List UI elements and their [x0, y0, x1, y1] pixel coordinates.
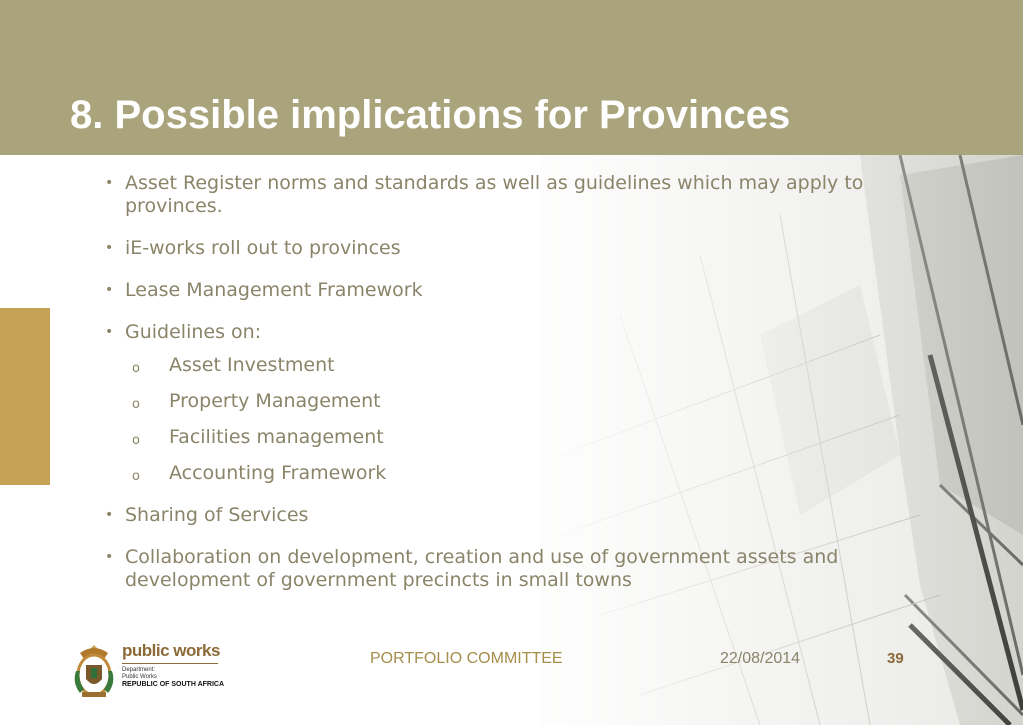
sub-bullet-item [100, 426, 920, 449]
logo-department-name: Public Works [122, 674, 157, 680]
coat-of-arms-icon [70, 641, 118, 699]
bullet-text: Sharing of Services [125, 504, 309, 526]
bullet-marker: • [105, 175, 114, 191]
left-accent-bar [0, 308, 50, 485]
logo-country: REPUBLIC OF SOUTH AFRICA [122, 681, 225, 688]
logo-wordmark [122, 641, 224, 689]
bullet-marker: • [105, 507, 114, 523]
page-number: 39 [887, 650, 904, 667]
bullet-text: Asset Register norms and standards as well as guidelines which may apply to provinces. [125, 172, 864, 217]
sub-bullet-text: Accounting Framework [169, 462, 387, 484]
sub-bullet-text: Facilities management [169, 426, 384, 448]
bullet-item [100, 504, 920, 527]
slide-title: 8. Possible implications for Provinces [70, 93, 791, 137]
logo-department-label: Department: [122, 667, 156, 673]
bullet-text: Guidelines on: [125, 321, 262, 343]
bullet-marker: • [105, 549, 114, 565]
bullet-item [100, 172, 920, 218]
bullet-marker: • [105, 324, 114, 340]
bullet-text: Collaboration on development, creation and use of government assets and development of government precincts in small towns [125, 546, 839, 591]
bullet-marker: • [105, 282, 114, 298]
bullet-marker: • [105, 240, 114, 256]
bullet-item [100, 321, 920, 344]
sub-bullet-marker: o [132, 397, 140, 412]
sub-bullet-text: Property Management [169, 390, 381, 412]
bullet-text: Lease Management Framework [125, 279, 423, 301]
public-works-logo [70, 641, 230, 701]
bullet-list [100, 172, 920, 611]
bullet-item [100, 237, 920, 260]
logo-title: public works [122, 641, 220, 660]
footer-date: 22/08/2014 [720, 650, 801, 667]
bullet-text: iE-works roll out to provinces [125, 237, 401, 259]
bullet-item [100, 279, 920, 302]
sub-bullet-text: Asset Investment [169, 354, 335, 376]
sub-bullet-marker: o [132, 361, 140, 376]
sub-bullet-item [100, 462, 920, 485]
sub-bullet-marker: o [132, 433, 140, 448]
footer-committee-label: PORTFOLIO COMMITTEE [370, 650, 563, 667]
sub-bullet-marker: o [132, 469, 140, 484]
logo-divider [122, 663, 218, 664]
sub-bullet-item [100, 354, 920, 377]
bullet-item [100, 546, 920, 592]
sub-bullet-item [100, 390, 920, 413]
